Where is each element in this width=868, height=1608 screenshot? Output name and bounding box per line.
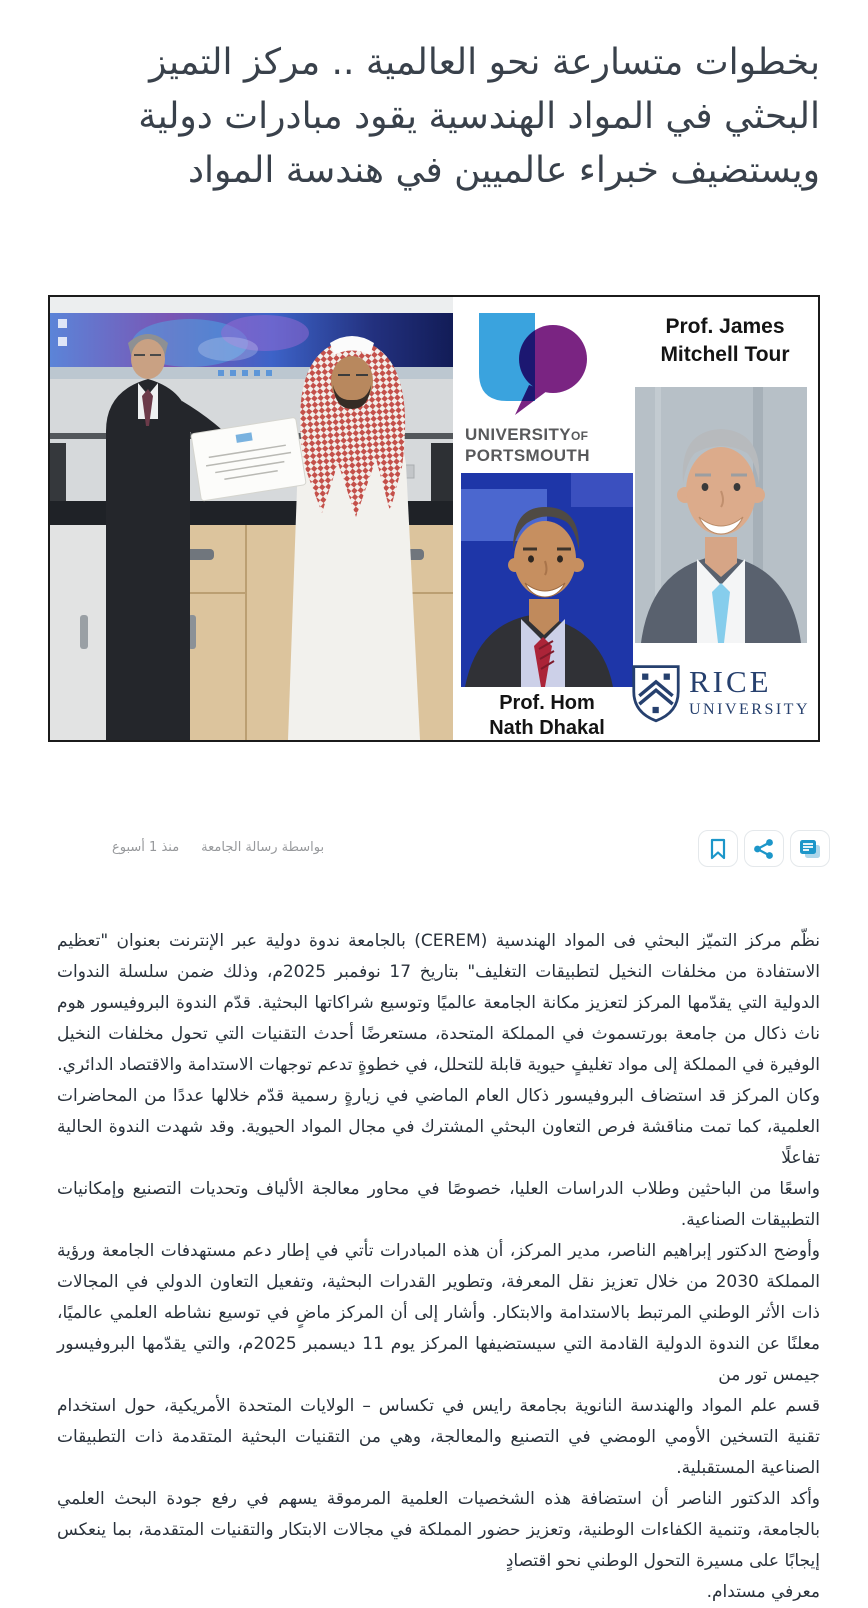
james-tour-name: Prof. James Mitchell Tour bbox=[660, 315, 790, 366]
speakers-panel bbox=[453, 297, 818, 740]
james-tour-photo bbox=[635, 387, 807, 643]
article-paragraph: قسم علم المواد والهندسة النانوية بجامعة رايس في تكساس – الولايات المتحدة الأمريكية، حول استخدام تقنية التسخين الأومي الومضي في التصنيع والمعالجة، وهي من التقنيات البحثية المتقدمة ذات التطبيقات الصناعية المستقبلية. bbox=[57, 1396, 820, 1478]
share-button[interactable] bbox=[744, 830, 784, 867]
portsmouth-word-portsmouth: PORTSMOUTH bbox=[465, 446, 590, 465]
article-paragraph: وأوضح الدكتور إبراهيم الناصر، مدير المركز، أن هذه المبادرات تأتي في إطار دعم مستهدفات الجامعة ورؤية المملكة 2030 من خلال تعزيز نقل المعرفة، وتطوير القدرات البحثية، وتفعيل التعاون الدولي في المجالات ذات الأثر الوطني المرتبط بالاستدامة والابتكار. وأشار إلى أن المركز ماضٍ في توسيع نشاطه العلمي عالميًا، معلنًا عن الندوة الدولية القادمة التي سيستضيفها المركز يوم 11 ديسمبر 2025م، والتي يقدّمها البروفيسور جيمس تور من bbox=[57, 1241, 820, 1385]
article-hero-image bbox=[48, 295, 820, 742]
portsmouth-logo bbox=[469, 309, 591, 421]
article-paragraph: وكان المركز قد استضاف البروفيسور ذكال العام الماضي في زيارةٍ رسمية قدّم خلالها عددًا من المحاضرات العلمية، كما تمت مناقشة فرص التعاون البحثي المشترك في مجال المواد الحيوية. وقد شهدت الندوة الحالية تفاعلًا bbox=[57, 1086, 820, 1168]
news-button[interactable] bbox=[790, 830, 830, 867]
article-actions bbox=[698, 830, 830, 867]
hom-dhakal-portrait-illustration bbox=[461, 473, 633, 687]
hom-dhakal-name: Prof. Hom Nath Dhakal bbox=[489, 692, 605, 739]
page-title: بخطوات متسارعة نحو العالمية .. مركز التميز البحثي في المواد الهندسية يقود مبادرات دولية ويستضيف خبراء عالميين في هندسة المواد bbox=[138, 42, 820, 191]
ceremony-photo bbox=[50, 297, 453, 740]
portsmouth-word-university: UNIVERSITY bbox=[465, 425, 572, 444]
article-body bbox=[57, 926, 820, 1608]
bookmark-button[interactable] bbox=[698, 830, 738, 867]
article-paragraph: معرفي مستدام. bbox=[706, 1582, 820, 1602]
rice-shield-icon bbox=[631, 661, 681, 725]
rice-logo-text: RICE UNIVERSITY bbox=[689, 664, 810, 718]
james-tour-portrait-illustration bbox=[635, 387, 807, 643]
publish-date: منذ 1 أسبوع bbox=[112, 840, 180, 855]
share-icon bbox=[753, 838, 775, 860]
rice-logo bbox=[631, 649, 813, 737]
bookmark-icon bbox=[708, 838, 728, 860]
ceremony-photo-illustration bbox=[50, 297, 453, 740]
portsmouth-logo-text bbox=[465, 425, 640, 465]
article-paragraph: نظّم مركز التميّز البحثي فى المواد الهندسية (CEREM) بالجامعة ندوة دولية عبر الإنترنت بعنوان "تعظيم الاستفادة من مخلفات النخيل لتطبيقات التغليف" بتاريخ 17 نوفمبر 2025م، وذلك ضمن سلسلة الندوات الدولية التي يقدّمها المركز لتعزيز مكانة الجامعة عالميًا وتوسيع شراكاتها البحثية. قدّم الندوة البروفيسور هوم ناث ذكال من جامعة بورتسموث في المملكة المتحدة، مستعرضًا أحدث التقنيات التي تحول مخلفات النخيل الوفيرة في المملكة إلى مواد تغليفٍ حيوية قابلة للتحلل، في خطوةٍ تدعم توجهات الاستدامة والاقتصاد الدائري. bbox=[57, 931, 820, 1075]
hom-dhakal-photo bbox=[461, 473, 633, 687]
article-paragraph: وأكد الدكتور الناصر أن استضافة هذه الشخصيات العلمية المرموقة يسهم في رفع جودة البحث العلمي بالجامعة، وتنمية الكفاءات الوطنية، وتعزيز حضور المملكة في مجالات الابتكار والتقنيات المتقدمة، بما ينعكس إيجابًا على مسيرة التحول الوطني نحو اقتصادٍ bbox=[57, 1489, 820, 1571]
article-author: بواسطة رسالة الجامعة bbox=[201, 840, 325, 855]
news-icon bbox=[798, 838, 822, 860]
article-meta bbox=[112, 840, 324, 855]
portsmouth-word-of: OF bbox=[571, 429, 589, 443]
article-paragraph: واسعًا من الباحثين وطلاب الدراسات العليا، خصوصًا في محاور معالجة الألياف وتحديات التصنيع وإمكانيات التطبيقات الصناعية. bbox=[57, 1179, 820, 1230]
